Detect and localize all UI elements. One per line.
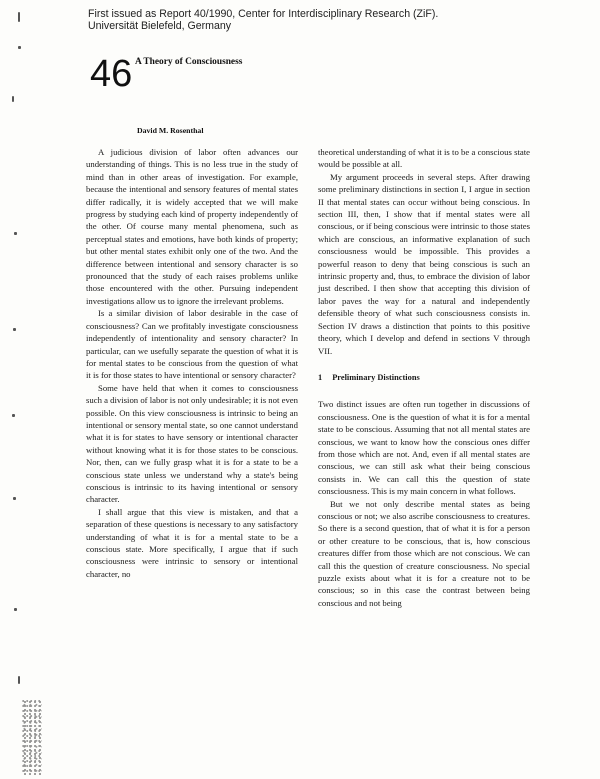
section-title: Preliminary Distinctions: [332, 372, 420, 382]
left-column: [86, 146, 298, 580]
report-header-note: [88, 8, 588, 32]
author-name: David M. Rosenthal: [137, 126, 204, 135]
scan-speck: [18, 676, 20, 684]
right-column: [318, 146, 530, 609]
paragraph: Some have held that when it comes to consciousness such a division of labor is not only undesirable; it is not even possible. On this view consciousness is intrinsic to being an intentional or sensory mental state, so one cannot understand what it is for states to have sensory or intentional character without knowing what it is for those states to be conscious. Nor, then, can we fully grasp what it is for a state to be a conscious state unless we understand why a state's being conscious is intrinsic to its having intentional or sensory character.: [86, 382, 298, 505]
scan-speck: [18, 12, 20, 22]
paragraph: Two distinct issues are often run together in discussions of consciousness. One is the question of what it is for a mental state to be conscious. Assuming that not all mental states are conscious, we want to know how the conscious ones differ from those which are not. And, even if all mental states are conscious, we can still ask what their being conscious consists in. We can call this the question of state consciousness. This is my main concern in what follows.: [318, 399, 530, 497]
scan-speck: [14, 232, 17, 235]
scan-speck: [14, 608, 17, 611]
paragraph: theoretical understanding of what it is to be a conscious state would be possible at all.: [318, 147, 530, 170]
paragraph: A judicious division of labor often advances our understanding of things. This is no less true in the study of mind than in other areas of investigation. For example, because the intentional and sensory features of mental states differ radically, it is widely accepted that we will make progress by studying each kind of property independently of the other. Of course many mental phenomena, such as perceptual states and emotions, have both kinds of property; but other mental states exhibit only one of the two. And the difference between intentional and sensory character is so pronounced that the study of each raises problems unlike those encountered with the other. Pursuing independent investigations allow us to ignore the irrelevant problems.: [86, 147, 298, 306]
report-header-line-1: First issued as Report 40/1990, Center for Interdisciplinary Research (ZiF).: [88, 8, 439, 20]
scan-speck: [13, 328, 16, 331]
report-header-line-2: Universität Bielefeld, Germany: [88, 20, 232, 32]
chapter-number: 46: [90, 53, 133, 95]
scan-speck: [12, 96, 14, 102]
scan-speck: [12, 414, 15, 417]
chapter-title: A Theory of Consciousness: [135, 57, 243, 67]
paragraph: But we not only describe mental states as being conscious or not; we also ascribe consciousness to creatures. So there is a second question, that of what it is for a person or other creature to be conscious, that is, how conscious creatures differ from those which are not conscious. We can call this the question of creature consciousness. No special puzzle exists about what it is for a creature not to be conscious; so in this case the contrast between being conscious and not being: [318, 498, 530, 608]
scan-speck: [13, 497, 16, 500]
scan-speck: [18, 46, 21, 49]
scan-noise: [22, 700, 42, 775]
section-number: 1: [318, 372, 323, 382]
paragraph: I shall argue that this view is mistaken, and that a separation of these questions is necessary to any satisfactory understanding of what it is for a mental state to be a conscious state. More specifically, I argue that if such consciousness were intrinsic to sensory or intentional character, no: [86, 506, 298, 579]
paragraph: My argument proceeds in several steps. After drawing some preliminary distinctions in section I, I argue in section II that mental states can occur without being conscious. In section III, then, I show that if mental states were all conscious, or if being conscious were intrinsic to those states which are conscious, an informative explanation of such consciousness would be impossible. This provides a powerful reason to deny that being conscious is such an intrinsic property and, thus, to embrace the division of labor just described. I then show that accepting this division of labor paves the way for a natural and independently defensible theory of what such consciousness consists in. Section IV draws a distinction that points to this positive theory, which I develop and defend in sections V through VII.: [318, 171, 530, 356]
paragraph: Is a similar division of labor desirable in the case of consciousness? Can we profitably investigate consciousness independently of intentionality and sensory character? In particular, can we usefully separate the question of what it is for mental states to be conscious from the question of what it is for those states to have intentional or sensory character?: [86, 308, 298, 381]
section-heading: [318, 372, 530, 384]
